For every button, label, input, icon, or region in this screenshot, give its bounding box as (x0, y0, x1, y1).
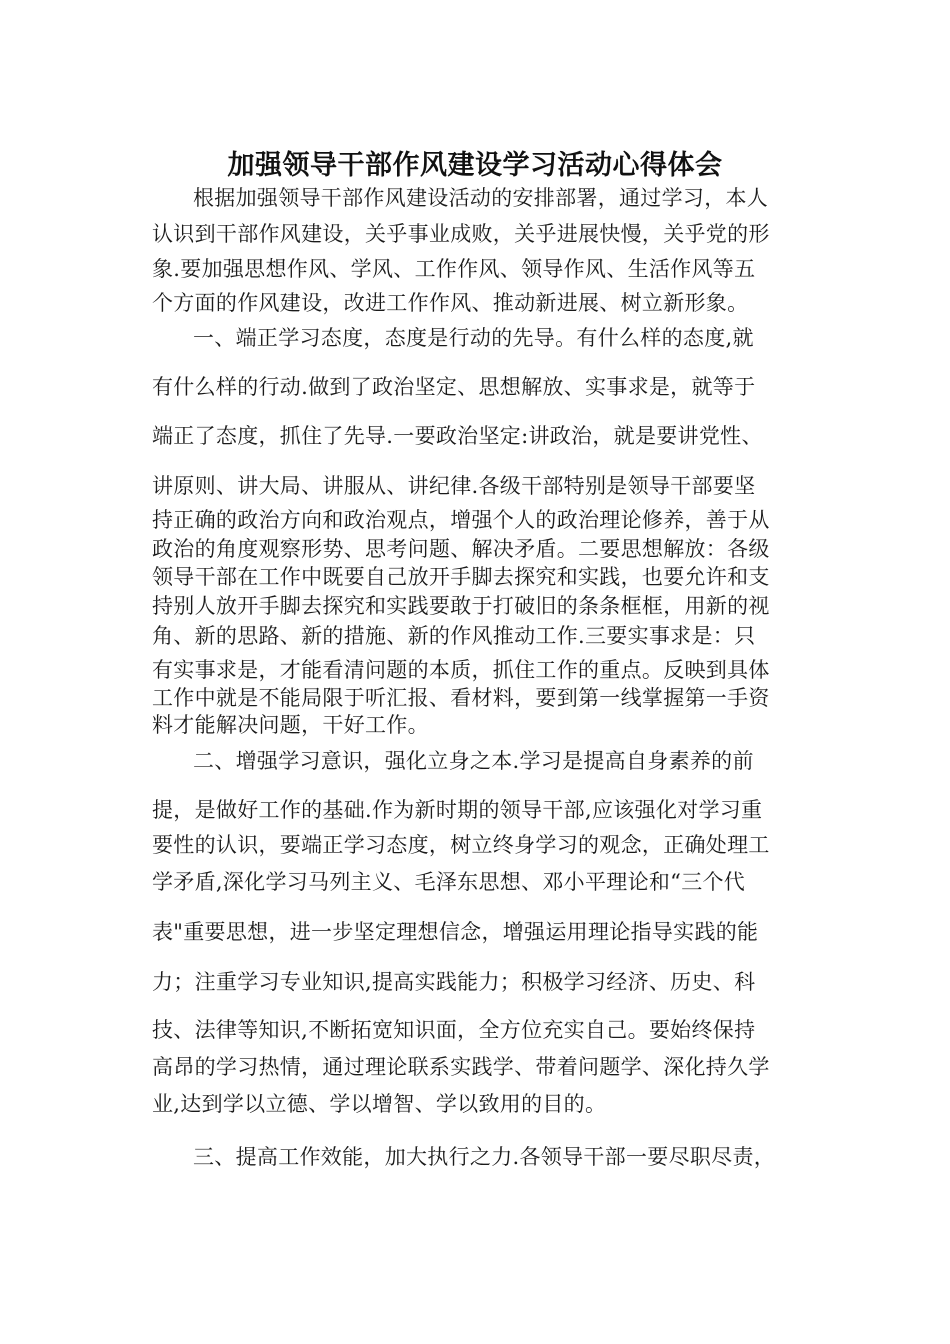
text-line: 象.要加强思想作风、学风、工作作风、领导作风、生活作风等五 (152, 257, 756, 281)
text-line: 学矛盾,深化学习马列主义、毛泽东思想、邓小平理论和“三个代 (152, 870, 746, 894)
text-line: 持正确的政治方向和政治观点，增强个人的政治理论修养，善于从 (152, 508, 770, 532)
text-line: 持别人放开手脚去探究和实践要敢于打破旧的条条框框，用新的视 (152, 594, 770, 618)
text-line: 角、新的思路、新的措施、新的作风推动工作.三要实事求是：只 (152, 624, 756, 648)
text-line: 一、端正学习态度，态度是行动的先导。有什么样的态度,就 (193, 326, 754, 350)
text-line: 工作中就是不能局限于听汇报、看材料，要到第一线掌握第一手资 (152, 686, 770, 710)
text-line: 根据加强领导干部作风建设活动的安排部署，通过学习，本人 (193, 186, 769, 210)
text-line: 认识到干部作风建设，关乎事业成败，关乎进展快慢，关乎党的形 (152, 222, 770, 246)
text-line: 业,达到学以立德、学以增智、学以致用的目的。 (152, 1092, 607, 1116)
text-line: 有什么样的行动.做到了政治坚定、思想解放、实事求是，就等于 (152, 375, 756, 399)
text-line: 技、法律等知识,不断拓宽知识面，全方位充实自己。要始终保持 (152, 1018, 756, 1042)
text-line: 讲原则、讲大局、讲服从、讲纪律.各级干部特别是领导干部要坚 (152, 474, 756, 498)
text-line: 有实事求是，才能看清问题的本质，抓住工作的重点。反映到具体 (152, 658, 770, 682)
text-line: 料才能解决问题，干好工作。 (152, 713, 429, 737)
text-line: 三、提高工作效能，加大执行之力.各领导干部一要尽职尽责， (193, 1145, 776, 1169)
text-line: 二、增强学习意识，强化立身之本.学习是提高自身素养的前 (193, 749, 754, 773)
text-line: 个方面的作风建设，改进工作作风、推动新进展、树立新形象。 (152, 291, 749, 315)
text-line: 高昂的学习热情，通过理论联系实践学、带着问题学、深化持久学 (152, 1055, 770, 1079)
text-line: 力；注重学习专业知识,提高实践能力；积极学习经济、历史、科 (152, 970, 756, 994)
text-line: 表"重要思想，进一步坚定理想信念，增强运用理论指导实践的能 (152, 920, 759, 944)
text-line: 端正了态度，抓住了先导.一要政治坚定:讲政治，就是要讲党性、 (152, 424, 763, 448)
text-line: 政治的角度观察形势、思考问题、解决矛盾。二要思想解放：各级 (152, 537, 770, 561)
text-line: 领导干部在工作中既要自己放开手脚去探究和实践，也要允许和支 (152, 565, 770, 589)
text-line: 提，是做好工作的基础.作为新时期的领导干部,应该强化对学习重 (152, 798, 763, 822)
text-line: 要性的认识，要端正学习态度，树立终身学习的观念，正确处理工 (152, 833, 770, 857)
document-title: 加强领导干部作风建设学习活动心得体会 (227, 150, 723, 181)
